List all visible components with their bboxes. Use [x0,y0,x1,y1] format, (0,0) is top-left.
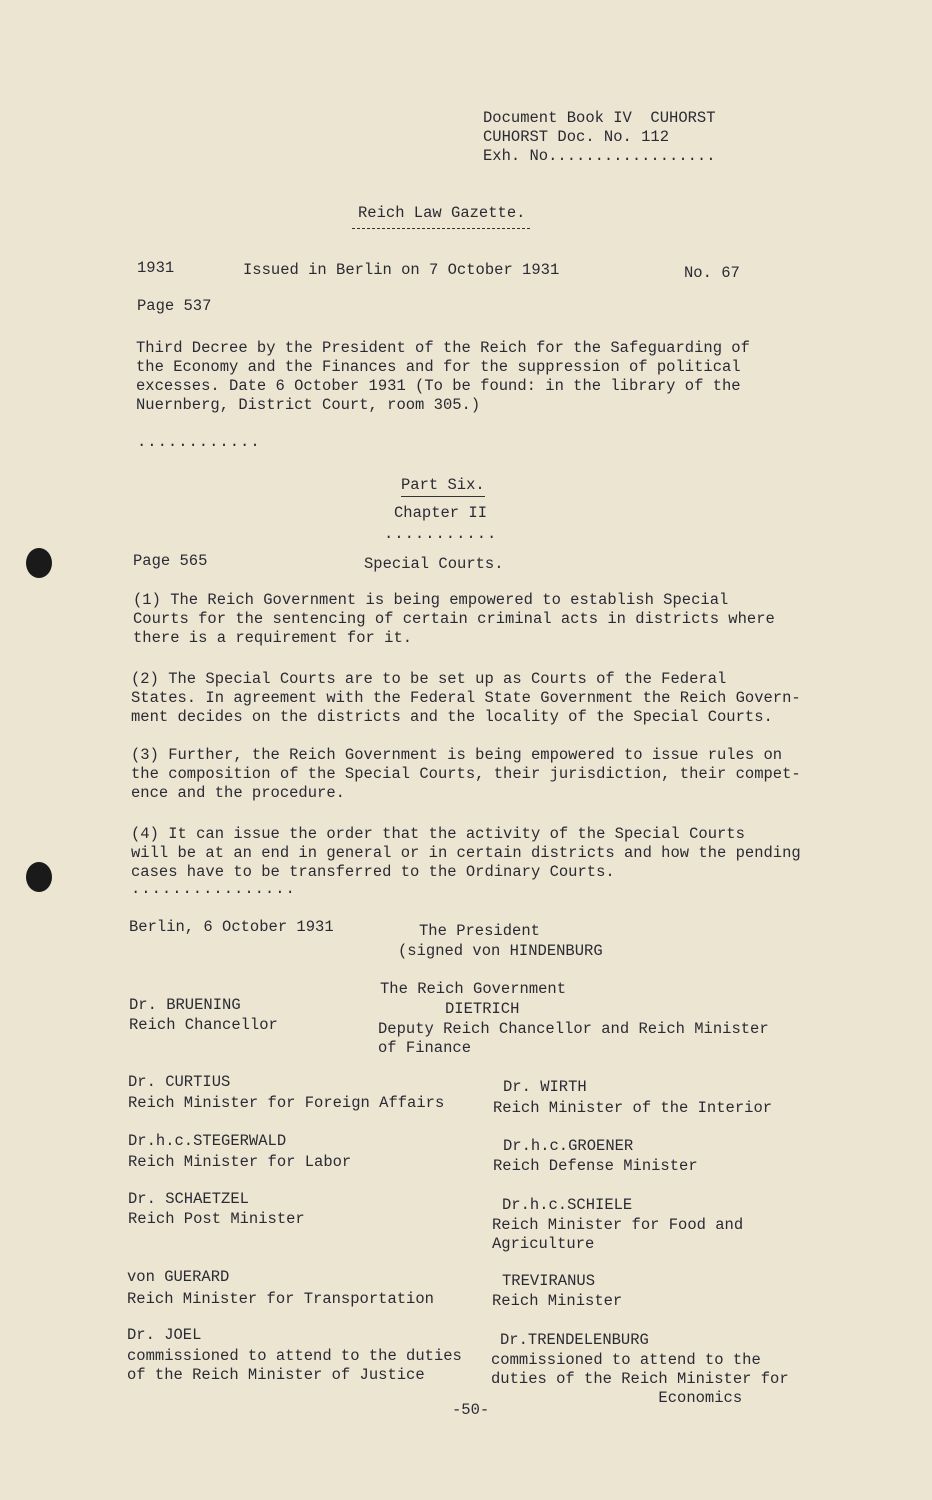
paragraph-1: (1) The Reich Government is being empowered to establish Special Courts for the sentencing of certain criminal acts in districts where there is a requirement for it. [133,591,775,647]
issue-date: Issued in Berlin on 7 October 1931 [243,261,560,279]
exhibit-number: Exh. No.................. [483,147,716,165]
signatory-name: von GUERARD [127,1268,230,1286]
gazette-title: Reich Law Gazette. [358,204,526,222]
signatory-name: DIETRICH [445,1000,520,1018]
separator-dots: ............ [137,433,261,451]
signatory-name: Dr.h.c.GROENER [503,1137,634,1155]
document-book-label: Document Book IV CUHORST [483,109,716,127]
signatory-name: Dr. JOEL [127,1326,202,1344]
punch-hole-top [26,548,52,578]
president-signature: (signed von HINDENBURG [398,942,603,960]
paragraph-2: (2) The Special Courts are to be set up as Courts of the Federal States. In agreement with the Federal State Government the Reich Govern- ment decides on the districts and the locality of the Special Courts. [131,670,801,726]
punch-hole-bottom [26,862,52,892]
doc-number: CUHORST Doc. No. 112 [483,128,670,146]
signatory-role: Reich Minister for Foreign Affairs [128,1094,445,1112]
signatory-name: TREVIRANUS [502,1272,596,1290]
section-title: Special Courts. [364,555,504,573]
signatory-role: Deputy Reich Chancellor and Reich Minister of Finance [378,1020,769,1057]
decree-intro: Third Decree by the President of the Reich for the Safeguarding of the Economy and the Finances and for the suppression of political excesses. Date 6 October 1931 (To be found: in the library of the Nuernberg, District Court, room 305.) [136,339,750,414]
separator-dots: ........... [384,525,498,543]
signatory-name: Dr. SCHAETZEL [128,1190,249,1208]
section-page: Page 565 [133,552,208,570]
signatory-role: Reich Chancellor [129,1016,278,1034]
gazette-title-rule [352,228,530,229]
signatory-role: Reich Post Minister [128,1210,305,1228]
part-title: Part Six. [401,476,485,497]
signatory-role: Reich Minister for Transportation [127,1290,434,1308]
signatory-role: Reich Minister [492,1292,623,1310]
page-number: -50- [452,1401,490,1419]
signatory-role: Reich Minister of the Interior [493,1099,773,1117]
separator-dots: ................ [131,880,296,898]
signatory-role: commissioned to attend to the duties of the Reich Minister for Economics [491,1351,789,1407]
signatory-name: Dr. WIRTH [503,1078,587,1096]
signatory-name: Dr.h.c.SCHIELE [502,1196,633,1214]
issue-year: 1931 [137,259,175,277]
government-title: The Reich Government [380,980,567,998]
signatory-role: Reich Defense Minister [493,1157,698,1175]
gazette-page: Page 537 [137,297,212,315]
signatory-role: Reich Minister for Food and Agriculture [492,1216,744,1253]
signatory-role: commissioned to attend to the duties of the Reich Minister of Justice [127,1347,462,1384]
signatory-name: Dr. CURTIUS [128,1073,231,1091]
signatory-name: Dr.TRENDELENBURG [500,1331,649,1349]
signatory-name: Dr. BRUENING [129,996,241,1014]
place-date: Berlin, 6 October 1931 [129,918,334,936]
chapter-title: Chapter II [394,504,488,522]
signatory-name: Dr.h.c.STEGERWALD [128,1132,287,1150]
paragraph-4: (4) It can issue the order that the activity of the Special Courts will be at an end in general or in certain districts and how the pending cases have to be transferred to the Ordinary Courts. [131,825,801,881]
president-title: The President [419,922,540,940]
issue-number: No. 67 [684,264,740,282]
paragraph-3: (3) Further, the Reich Government is being empowered to issue rules on the composition of the Special Courts, their jurisdiction, their compet- ence and the procedure. [131,746,801,802]
signatory-role: Reich Minister for Labor [128,1153,352,1171]
